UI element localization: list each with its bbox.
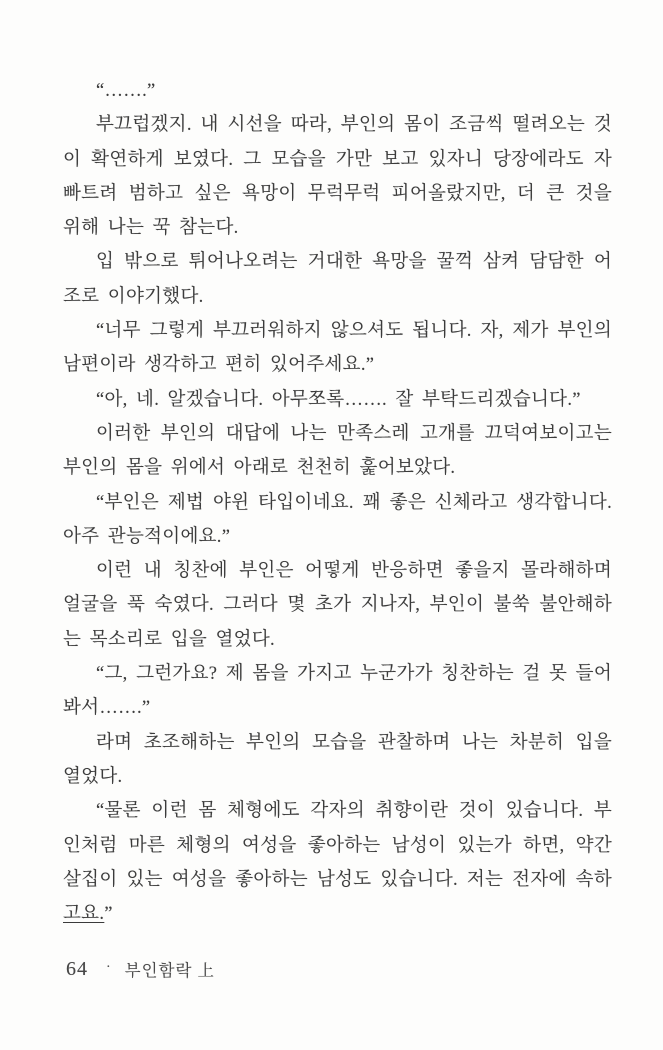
paragraph: 이러한 부인의 대답에 나는 만족스레 고개를 끄덕여보이고는 부인의 몸을 위에서 아래로 천천히 훑어보았다.	[63, 423, 612, 479]
paragraph: “…….”	[96, 81, 156, 101]
underlined-text: 고요.	[63, 904, 105, 925]
paragraph: 부끄럽겠지. 내 시선을 따라, 부인의 몸이 조금씩 떨려오는 것이 확연하게 보였다. 그 모습을 가만 보고 있자니 당장에라도 자빠트려 범하고 싶은 욕망이 무럭무럭 피어올랐지만, 더 큰 것을 위해 나는 꾹 참는다.	[63, 115, 612, 239]
paragraph: “너무 그렇게 부끄러워하지 않으셔도 됩니다. 자, 제가 부인의 남편이라 생각하고 편히 있어주세요.”	[63, 321, 612, 376]
footer-separator-dot: ·	[106, 960, 111, 975]
page-number: 64	[66, 957, 88, 980]
paragraph: 이런 내 칭찬에 부인은 어떻게 반응하면 좋을지 몰라해하며 얼굴을 푹 숙였다. 그러다 몇 초가 지나자, 부인이 불쑥 불안해하는 목소리로 입을 열었다.	[63, 561, 612, 650]
paragraph: 입 밖으로 튀어나오려는 거대한 욕망을 꿀꺽 삼켜 담담한 어조로 이야기했다.	[63, 252, 612, 307]
paragraph: “아, 네. 알겠습니다. 아무쪼록……. 잘 부탁드리겠습니다.”	[96, 389, 581, 410]
paragraph: “물론 이런 몸 체형에도 각자의 취향이란 것이 있습니다. 부인처럼 마른 체형의 여성을 좋아하는 남성이 있는가 하면, 약간 살집이 있는 여성을 좋아하는 남성도 있습니다. 저는 전자에 속하고요.”	[63, 801, 612, 925]
paragraph: 라며 초조해하는 부인의 모습을 관찰하며 나는 차분히 입을 열었다.	[63, 732, 612, 787]
page-footer	[66, 957, 215, 981]
book-title: 부인함락 上	[124, 961, 216, 980]
body-text	[63, 74, 612, 931]
paragraph: “부인은 제법 야윈 타입이네요. 꽤 좋은 신체라고 생각합니다. 아주 관능적이에요.”	[63, 492, 612, 547]
paragraph: “그, 그런가요? 제 몸을 가지고 누군가가 칭찬하는 걸 못 들어봐서…….”	[63, 664, 612, 719]
